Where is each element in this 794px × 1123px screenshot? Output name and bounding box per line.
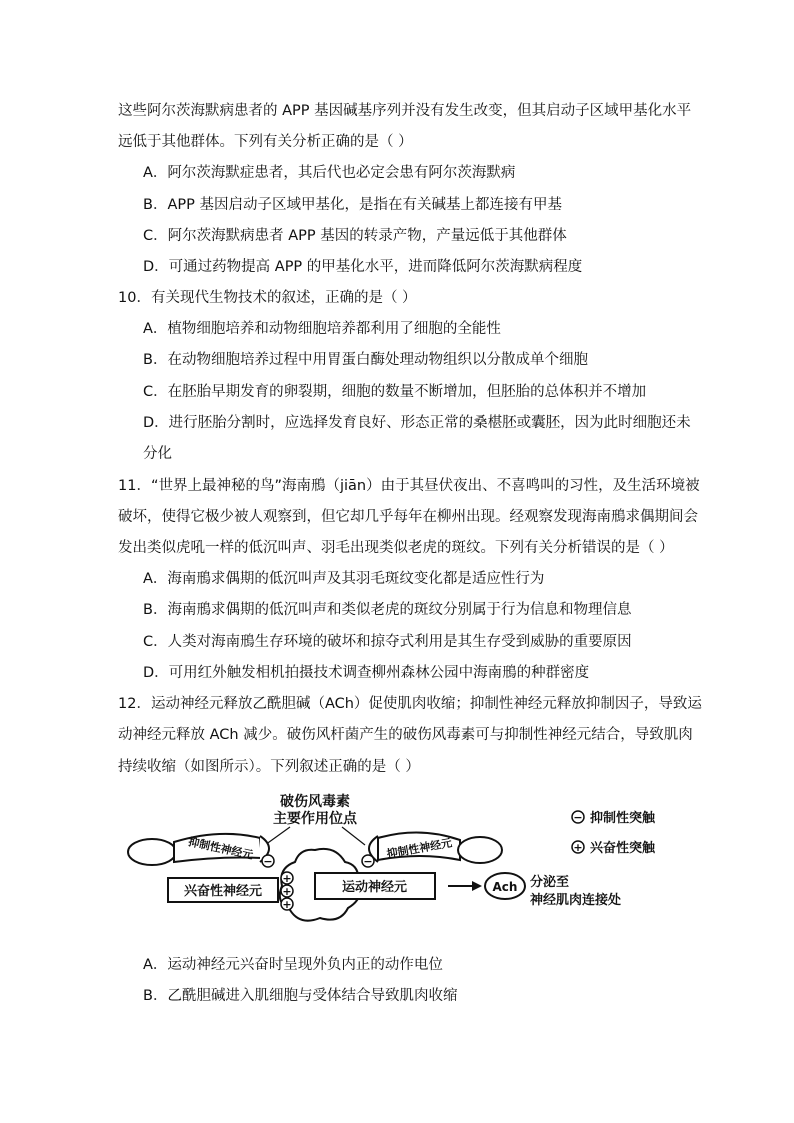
q9-option-c: C．阿尔茨海默病患者 APP 基因的转录产物，产量远低于其他群体 bbox=[143, 228, 567, 244]
q11-option-b: B．海南鳽求偶期的低沉叫声和类似老虎的斑纹分别属于行为信息和物理信息 bbox=[143, 602, 632, 618]
toxin-label-1: 破伤风毒素 bbox=[280, 794, 350, 810]
q11-option-c: C．人类对海南鳽生存环境的破坏和掠夺式利用是其生存受到威胁的重要原因 bbox=[143, 634, 632, 650]
plus-sign-3: + bbox=[282, 898, 292, 911]
neuron-synapse-diagram bbox=[120, 790, 680, 930]
toxin-pointer-right bbox=[342, 827, 365, 845]
q9-option-b: B．APP 基因启动子区域甲基化，是指在有关碱基上都连接有甲基 bbox=[143, 197, 562, 213]
motor-neuron-label: 运动神经元 bbox=[342, 880, 408, 895]
q9-option-a: A．阿尔茨海默症患者，其后代也必定会患有阿尔茨海默病 bbox=[143, 165, 516, 181]
q10-option-c: C．在胚胎早期发育的卵裂期，细胞的数量不断增加，但胚胎的总体积并不增加 bbox=[143, 384, 647, 400]
plus-sign-1: + bbox=[282, 872, 292, 885]
inhibitory-neuron-left bbox=[128, 834, 269, 865]
excitatory-neuron-label: 兴奋性神经元 bbox=[183, 884, 263, 899]
secrete-label-2: 神经肌肉连接处 bbox=[530, 893, 622, 908]
q9-stem-line-2: 远低于其他群体。下列有关分析正确的是（ ） bbox=[118, 134, 413, 150]
toxin-label-2: 主要作用位点 bbox=[273, 811, 357, 827]
legend-minus-sign: − bbox=[573, 811, 583, 824]
legend bbox=[572, 810, 656, 856]
inhibitory-right-label: 抑制性神经元 bbox=[385, 836, 454, 861]
q11-stem-line-2: 破坏，使得它极少被人观察到，但它却几乎每年在柳州出现。经观察发现海南鳽求偶期间会 bbox=[118, 509, 698, 525]
q10-option-b: B．在动物细胞培养过程中用胃蛋白酶处理动物组织以分散成单个细胞 bbox=[143, 352, 588, 368]
inhibitory-neuron-right bbox=[369, 832, 502, 863]
q11-stem-line-3: 发出类似虎吼一样的低沉叫声、羽毛出现类似老虎的斑纹。下列有关分析错误的是（ ） bbox=[118, 540, 674, 556]
arrow-head-icon bbox=[472, 881, 482, 891]
plus-sign-2: + bbox=[282, 885, 292, 898]
q10-option-d-continued: 分化 bbox=[143, 446, 172, 462]
minus-sign-left: − bbox=[263, 855, 273, 868]
legend-inhibitory-label: 抑制性突触 bbox=[590, 811, 656, 826]
q10-stem: 10．有关现代生物技术的叙述，正确的是（ ） bbox=[118, 290, 417, 306]
q12-option-a: A．运动神经元兴奋时呈现外负内正的动作电位 bbox=[143, 957, 443, 973]
q12-stem-line-3: 持续收缩（如图所示）。下列叙述正确的是（ ） bbox=[118, 759, 420, 775]
inhibitory-left-label: 抑制性神经元 bbox=[187, 835, 255, 862]
q12-option-b: B．乙酰胆碱进入肌细胞与受体结合导致肌肉收缩 bbox=[143, 988, 458, 1004]
toxin-pointer-left bbox=[265, 827, 290, 845]
q11-stem-line-1: 11．“世界上最神秘的鸟”海南鳽（jiān）由于其昼伏夜出、不喜鸣叫的习性，及生活环境被 bbox=[118, 478, 700, 494]
q12-stem-line-1: 12．运动神经元释放乙酰胆碱（ACh）促使肌肉收缩；抑制性神经元释放抑制因子，导致运 bbox=[118, 696, 702, 712]
q9-stem-line-1: 这些阿尔茨海默病患者的 APP 基因碱基序列并没有发生改变，但其启动子区域甲基化水平 bbox=[118, 103, 692, 119]
secrete-label-1: 分泌至 bbox=[530, 875, 570, 890]
q11-option-a: A．海南鳽求偶期的低沉叫声及其羽毛斑纹变化都是适应性行为 bbox=[143, 571, 545, 587]
legend-plus-sign: + bbox=[573, 841, 583, 854]
legend-excitatory-label: 兴奋性突触 bbox=[590, 841, 656, 856]
q12-stem-line-2: 动神经元释放 ACh 减少。破伤风杆菌产生的破伤风毒素可与抑制性神经元结合，导致肌肉 bbox=[118, 727, 693, 743]
minus-sign-right: − bbox=[363, 855, 373, 868]
q10-option-d: D．进行胚胎分割时，应选择发育良好、形态正常的桑椹胚或囊胚，因为此时细胞还未 bbox=[143, 415, 691, 431]
q9-option-d: D．可通过药物提高 APP 的甲基化水平，进而降低阿尔茨海默病程度 bbox=[143, 259, 583, 275]
q10-option-a: A．植物细胞培养和动物细胞培养都利用了细胞的全能性 bbox=[143, 321, 501, 337]
q11-option-d: D．可用红外触发相机拍摄技术调查柳州森林公园中海南鳽的种群密度 bbox=[143, 665, 590, 681]
ach-label: Ach bbox=[492, 880, 518, 894]
